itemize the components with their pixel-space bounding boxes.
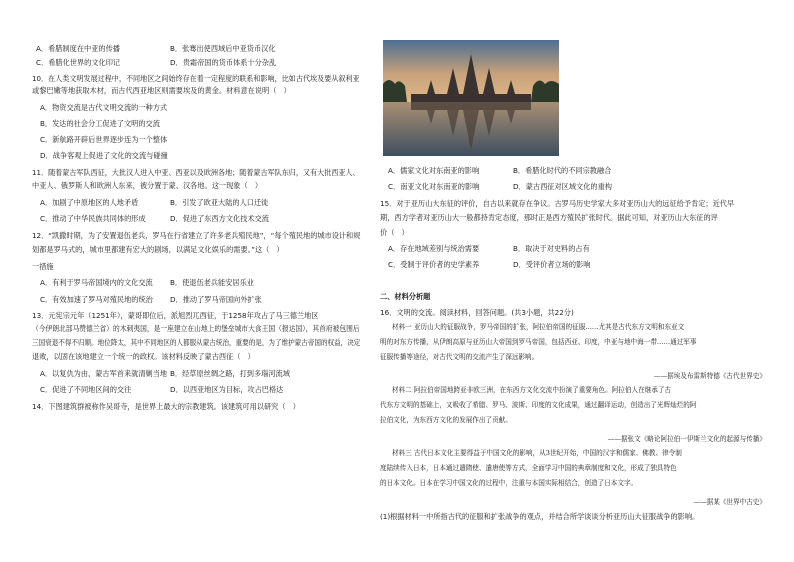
material-3-line-2: 度陆续传入日本，日本通过遣隋使、遣唐使等方式，全面学习中国的典章制度和文化，形成了独具特色 [380, 464, 677, 472]
q12-stem-3: 一措施 [32, 262, 54, 271]
q11-option-c: C．推动了中华民族共同体的形成 [40, 214, 146, 223]
q13-stem-4: 退败，以固在该地建立一个统一的政权。该材料反映了蒙古西征（ ） [32, 352, 255, 361]
q10-option-d: D．战争客观上促进了文化的交流与碰撞 [40, 151, 168, 160]
prev-option-b: B．张骞出使西域后中亚货币汉化 [170, 44, 276, 53]
q15-option-c: C．受制于评价者的史学素养 [388, 260, 480, 269]
q15-option-d: D．受评价者立场的影响 [513, 260, 591, 269]
q10-option-c: C．新航路开辟后世界逐步连为一个整体 [40, 135, 168, 144]
q13-option-b: B．经草原丝绸之路，打到多瑙河流域 [170, 369, 290, 378]
q14-option-a: A．儒家文化对东南亚的影响 [388, 166, 480, 175]
angkor-wat-illustration [383, 40, 559, 156]
material-1-line-3: 征服传播等途径，对古代文明的交流产生了深远影响。 [380, 353, 539, 361]
q15-stem-1: 15．对于亚历山大东征的评价，自古以来就存在争议。古罗马历史学家大多对亚历山大的远征给予肯定；近代早 [380, 199, 735, 208]
q11-stem-1: 11．随着蒙古军队西征，大批汉人进入中亚、西亚以及欧洲各地；随着蒙古军队东归，又有大批西亚人、 [32, 168, 360, 177]
q15-option-b: B．取决于对史料的占有 [513, 244, 590, 253]
q15-stem-2: 期，西方学者对亚历山大一般都持肯定态度，那时正是西方殖民扩张时代。据此可知，对亚历山大东征的评 [380, 213, 718, 222]
q15-stem-3: 价（ ） [380, 228, 409, 237]
q13-option-c: C．促进了不同地区间的交往 [40, 385, 132, 394]
prev-option-a: A．希腊制度在中亚的传播 [36, 44, 120, 53]
material-2-source: ——据张文《略论阿拉伯一伊斯兰文化的起源与传播》 [607, 435, 766, 443]
q11-option-b: B．引发了欧亚大陆的人口迁徙 [170, 198, 269, 207]
q16-sub-1: (1)根据材料一中所指古代的征服和扩张战争的观点，并结合所学谈谈分析亚历山大征服战争的影响。 [380, 512, 700, 521]
q14-option-c: C．南亚文化对东南亚的影响 [388, 182, 480, 191]
angkor-wat-photo [383, 40, 559, 156]
material-2-line-1: 材料二 阿拉伯帝国地跨亚非欧三洲，在东西方文化交流中扮演了重要角色。阿拉伯人在继承了古 [392, 386, 672, 394]
q10-option-a: A．物资交流是古代文明交流的一种方式 [40, 103, 168, 112]
q10-stem-1: 10．在人类文明发展过程中，不同地区之间始终存在着一定程度的联系和影响，比如古代埃及要从叙利亚 [32, 74, 360, 83]
material-1-source: ——据埃及布雷斯特德《古代世界史》 [653, 372, 766, 380]
material-3-line-1: 材料三 古代日本文化主要得益于中国文化的影响，从3世纪开始，中国的汉字和儒家、佛教、律令制 [392, 449, 682, 457]
q13-stem-3: 三国衰退不得不归顺。地位降太，其中不同地区的人都服从蒙古统治，重要的是，为了维护蒙古帝国的权益，决定 [32, 338, 361, 347]
q11-option-d: D．促进了东西方文化技术交流 [170, 214, 269, 223]
q10-option-b: B．发达的社会分工促进了文明的交流 [40, 119, 160, 128]
q11-option-a: A．加剧了中原地区的人地矛盾 [40, 198, 139, 207]
material-2-line-3: 拉伯文化，为东西方文化的发展作出了贡献。 [380, 416, 512, 424]
section-title: 二、材料分析题 [380, 292, 431, 301]
q13-option-a: A．以复仇为由，蒙古军首来就清剿当地 [40, 369, 168, 378]
material-2-line-2: 代东方文明的基础上，又吸收了希腊、罗马、波斯、印度的文化成果，通过翻译运动，创造出了光辉灿烂的阿 [380, 401, 697, 409]
prev-option-c: C．希腊化世界的文化印记 [36, 58, 121, 67]
material-1-line-1: 材料一 亚历山大的征服战争，罗马帝国的扩张，阿拉伯帝国的征服……尤其是古代东方文明和东亚文 [392, 323, 685, 331]
q12-stem-1: 12．“凯撒时期，为了安置退伍老兵，罗马在行省建立了许多老兵殖民地”，“每个殖民地的城市设计和规 [32, 231, 361, 240]
q12-stem-2: 划都是罗马式的，城市里都建有宏大的剧场，以满足文化娱乐的需要。”这（ ） [32, 245, 284, 254]
q10-stem-2: 或黎巴嫩等地获取木材，而古代西亚地区则需要埃及的黄金。材料意在说明（ ） [32, 86, 291, 95]
q13-stem-1: 13．元宪宗元年（1251年），蒙哥即位后，派旭烈兀西征，于1258年攻占了马三德兰地区 [32, 311, 319, 320]
material-1-line-2: 明的对东方传播，从伊朗高原与亚历山大帝国到罗马帝国，包括西亚、印度，中亚与地中海一带……通过军事 [380, 338, 697, 346]
q12-option-b: B．使退伍老兵能安居乐业 [170, 278, 254, 287]
q16-head: 16．文明的交流。阅读材料，回答问题。(共3小题，共22分) [380, 308, 574, 317]
prev-option-d: D．贵霜帝国的货币体系十分杂乱 [170, 58, 277, 67]
material-3-line-3: 的日本文化。日本在学习中国文化的过程中，注重与本国实际相结合，创造了日本文字。 [380, 479, 638, 487]
q11-stem-2: 中亚人、俄罗斯人和欧洲人东来，被分置于蒙、汉各地。这一现象（ ） [32, 181, 263, 190]
q13-option-d: D．以西亚地区为目标，攻占巴格达 [170, 385, 284, 394]
q14-option-d: D．蒙古西征对区域文化的重构 [513, 182, 612, 191]
q12-option-d: D．推动了罗马帝国向外扩张 [170, 295, 262, 304]
material-3-source: ——据某《世界中古史》 [693, 498, 766, 506]
q15-option-a: A．存在地域差别与统治需要 [388, 244, 480, 253]
q12-option-c: C．有效加速了罗马对殖民地的统治 [40, 295, 153, 304]
q12-option-a: A．有利于罗马帝国境内的文化交流 [40, 278, 153, 287]
q14-option-b: B．希腊化时代的不同宗教融合 [513, 166, 612, 175]
q13-stem-2: （今伊朗北部马赞德兰省）的木刺夷国，是一座建立在山地上的堡垒城市大食王国（报达国），其首府被包围后 [32, 324, 360, 333]
q14-stem: 14．下图建筑群被称作吴哥寺，是世界上最大的宗教建筑。该建筑可用以研究（ ） [32, 402, 300, 411]
